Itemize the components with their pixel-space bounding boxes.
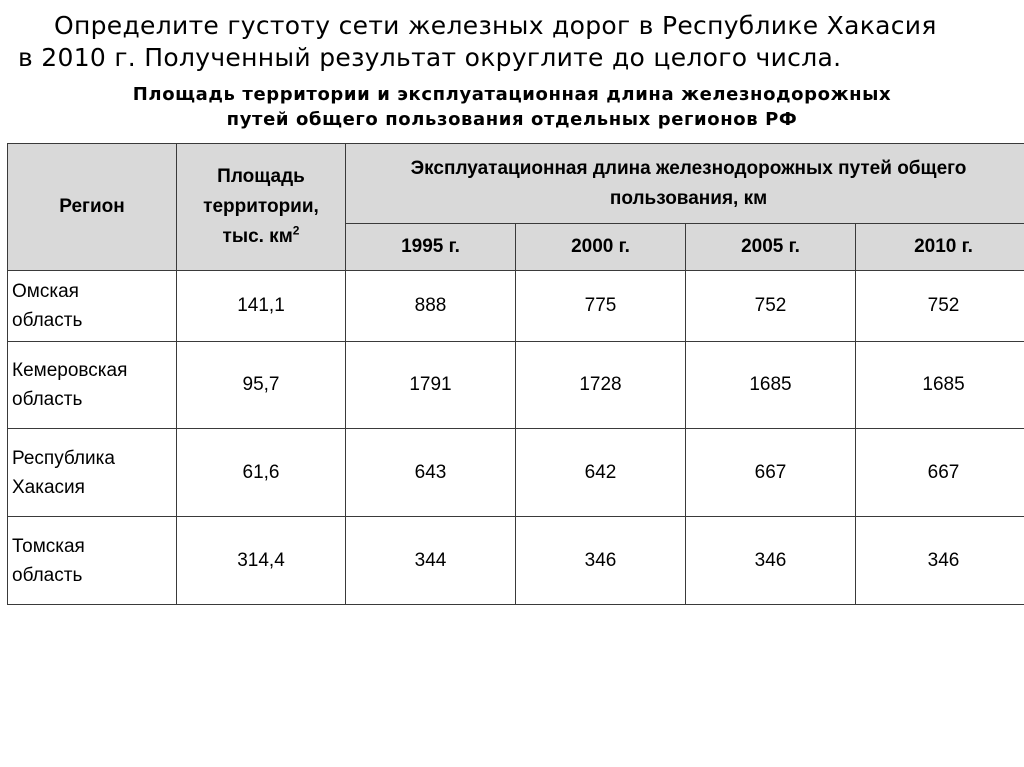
header-area-line-1: Площадь bbox=[217, 166, 305, 187]
value-cell: 1685 bbox=[686, 342, 856, 429]
region-cell: Республика Хакасия bbox=[8, 429, 177, 517]
table-title-line-1: Площадь территории и эксплуатационная длина железнодорожных bbox=[132, 84, 892, 105]
value-cell: 752 bbox=[856, 271, 1024, 342]
header-area-line-2: территории, bbox=[203, 196, 319, 217]
value-cell: 888 bbox=[346, 271, 516, 342]
table-row bbox=[8, 271, 1024, 342]
header-area-sup: 2 bbox=[292, 223, 300, 238]
value-cell: 667 bbox=[856, 429, 1024, 517]
table-row bbox=[8, 429, 1024, 517]
header-area-line-3: тыс. км bbox=[222, 226, 293, 247]
region-cell: Омская область bbox=[8, 271, 177, 342]
area-cell: 141,1 bbox=[177, 271, 346, 342]
value-cell: 1685 bbox=[856, 342, 1024, 429]
value-cell: 1728 bbox=[516, 342, 686, 429]
value-cell: 346 bbox=[516, 517, 686, 605]
header-area bbox=[177, 144, 346, 271]
region-cell: Томская область bbox=[8, 517, 177, 605]
table-title-line-2: путей общего пользования отдельных регионов РФ bbox=[226, 109, 798, 130]
table-row bbox=[8, 517, 1024, 605]
question-text bbox=[18, 10, 1018, 74]
header-region: Регион bbox=[8, 144, 177, 271]
value-cell: 667 bbox=[686, 429, 856, 517]
header-year-1995: 1995 г. bbox=[346, 224, 516, 271]
header-year-2005: 2005 г. bbox=[686, 224, 856, 271]
header-year-2010: 2010 г. bbox=[856, 224, 1024, 271]
value-cell: 1791 bbox=[346, 342, 516, 429]
value-cell: 752 bbox=[686, 271, 856, 342]
region-cell: Кемеровская область bbox=[8, 342, 177, 429]
header-length-line-1: Эксплуатационная длина железнодорожных путей общего bbox=[410, 157, 967, 179]
question-line-1: Определите густоту сети железных дорог в Республике Хакасия bbox=[54, 11, 937, 40]
value-cell: 344 bbox=[346, 517, 516, 605]
area-cell: 61,6 bbox=[177, 429, 346, 517]
area-cell: 314,4 bbox=[177, 517, 346, 605]
value-cell: 775 bbox=[516, 271, 686, 342]
area-cell: 95,7 bbox=[177, 342, 346, 429]
value-cell: 346 bbox=[686, 517, 856, 605]
value-cell: 346 bbox=[856, 517, 1024, 605]
header-year-2000: 2000 г. bbox=[516, 224, 686, 271]
header-length-line-2: пользования, км bbox=[609, 187, 768, 209]
table-title bbox=[0, 82, 1024, 132]
value-cell: 642 bbox=[516, 429, 686, 517]
table-row bbox=[8, 342, 1024, 429]
value-cell: 643 bbox=[346, 429, 516, 517]
header-length bbox=[346, 144, 1024, 224]
railway-table bbox=[7, 143, 1024, 605]
question-line-2: в 2010 г. Полученный результат округлите до целого числа. bbox=[18, 43, 842, 72]
